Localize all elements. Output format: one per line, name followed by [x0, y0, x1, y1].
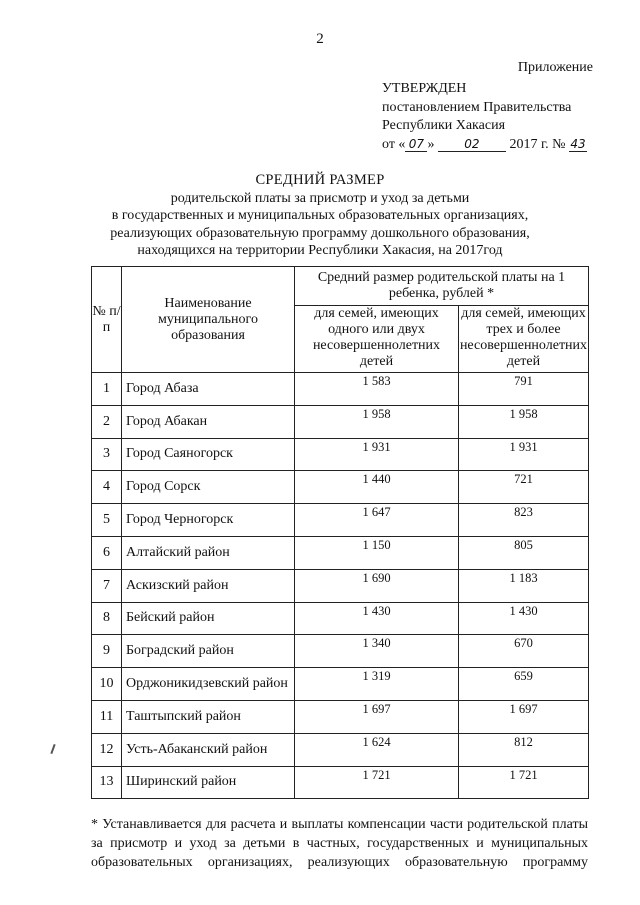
municipality-name: Город Саяногорск — [122, 438, 295, 471]
table-row — [92, 668, 589, 701]
footnote-line-3: образовательных организациях, реализующих образовательную программу — [91, 855, 588, 870]
date-day: 07 — [405, 137, 427, 152]
fee-table — [91, 266, 589, 799]
municipality-name: Город Абакан — [122, 405, 295, 438]
row-number: 11 — [92, 700, 122, 733]
table-row — [92, 569, 589, 602]
row-number: 4 — [92, 471, 122, 504]
row-number: 7 — [92, 569, 122, 602]
fee-three-or-more-children: 1 183 — [459, 569, 589, 602]
approval-date-line — [382, 136, 587, 155]
footnote — [91, 815, 588, 872]
fee-three-or-more-children: 659 — [459, 668, 589, 701]
fee-one-or-two-children: 1 583 — [295, 373, 459, 406]
row-number: 6 — [92, 536, 122, 569]
fee-one-or-two-children: 1 931 — [295, 438, 459, 471]
footnote-line-1: * Устанавливается для расчета и выплаты компенсации части родительской платы — [91, 817, 588, 832]
fee-three-or-more-children: 823 — [459, 504, 589, 537]
page-number: 2 — [316, 31, 324, 47]
fee-three-or-more-children: 812 — [459, 733, 589, 766]
table-row — [92, 766, 589, 799]
row-number: 3 — [92, 438, 122, 471]
fee-one-or-two-children: 1 690 — [295, 569, 459, 602]
fee-one-or-two-children: 1 647 — [295, 504, 459, 537]
fee-three-or-more-children: 1 721 — [459, 766, 589, 799]
table-row — [92, 405, 589, 438]
municipality-name: Город Сорск — [122, 471, 295, 504]
appendix-label: Приложение — [517, 60, 593, 75]
table-row — [92, 504, 589, 537]
municipality-name: Аскизский район — [122, 569, 295, 602]
row-number: 9 — [92, 635, 122, 668]
approval-line-1: УТВЕРЖДЕН — [382, 81, 467, 96]
document-heading — [0, 172, 640, 260]
table-row — [92, 733, 589, 766]
fee-one-or-two-children: 1 721 — [295, 766, 459, 799]
date-month: 02 — [438, 137, 506, 152]
fee-one-or-two-children: 1 340 — [295, 635, 459, 668]
municipality-name: Усть-Абаканский район — [122, 733, 295, 766]
row-number: 13 — [92, 766, 122, 799]
approval-block — [382, 80, 587, 154]
table-row — [92, 635, 589, 668]
header-avg: Средний размер родительской платы на 1 ребенка, рублей * — [295, 267, 589, 306]
table-row — [92, 373, 589, 406]
table-row — [92, 602, 589, 635]
fee-three-or-more-children: 1 958 — [459, 405, 589, 438]
heading-line-4: реализующих образовательную программу дошкольного образования, — [110, 225, 530, 241]
municipality-name: Город Черногорск — [122, 504, 295, 537]
row-number: 5 — [92, 504, 122, 537]
approval-line-3: Республики Хакасия — [382, 118, 506, 133]
scan-mark — [50, 744, 55, 754]
row-number: 8 — [92, 602, 122, 635]
header-col-1: для семей, имеющих одного или двух несовершеннолетних детей — [295, 306, 459, 373]
header-name: Наименование муниципального образования — [122, 267, 295, 373]
date-mid: » — [427, 136, 435, 152]
heading-line-5: находящихся на территории Республики Хакасия, на 2017год — [137, 243, 503, 258]
row-number: 12 — [92, 733, 122, 766]
footnote-line-2: за присмотр и уход за детьми в частных, государственных и муниципальных — [91, 836, 588, 851]
row-number: 1 — [92, 373, 122, 406]
header-num: № п/п — [92, 267, 122, 373]
resolution-number: 43 — [570, 136, 586, 151]
fee-three-or-more-children: 721 — [459, 471, 589, 504]
table-row — [92, 536, 589, 569]
fee-one-or-two-children: 1 624 — [295, 733, 459, 766]
header-col-2: для семей, имеющих трех и более несовершеннолетних детей — [459, 306, 589, 373]
approval-line-2: постановлением Правительства — [382, 99, 572, 115]
fee-one-or-two-children: 1 430 — [295, 602, 459, 635]
fee-one-or-two-children: 1 958 — [295, 405, 459, 438]
date-year: 2017 г. № — [509, 136, 566, 152]
municipality-name: Город Абаза — [122, 373, 295, 406]
municipality-name: Алтайский район — [122, 536, 295, 569]
fee-three-or-more-children: 1 697 — [459, 700, 589, 733]
fee-one-or-two-children: 1 150 — [295, 536, 459, 569]
fee-three-or-more-children: 805 — [459, 536, 589, 569]
table-row — [92, 438, 589, 471]
heading-line-3: в государственных и муниципальных образовательных организациях, — [111, 208, 529, 223]
municipality-name: Ширинский район — [122, 766, 295, 799]
fee-three-or-more-children: 1 430 — [459, 602, 589, 635]
municipality-name: Орджоникидзевский район — [122, 668, 295, 701]
municipality-name: Бейский район — [122, 602, 295, 635]
date-prefix: от « — [382, 136, 406, 152]
fee-one-or-two-children: 1 319 — [295, 668, 459, 701]
fee-three-or-more-children: 791 — [459, 373, 589, 406]
table-body — [92, 373, 589, 799]
row-number: 10 — [92, 668, 122, 701]
fee-one-or-two-children: 1 440 — [295, 471, 459, 504]
fee-three-or-more-children: 1 931 — [459, 438, 589, 471]
heading-title: СРЕДНИЙ РАЗМЕР — [255, 172, 385, 188]
table-row — [92, 471, 589, 504]
table-row — [92, 700, 589, 733]
municipality-name: Таштыпский район — [122, 700, 295, 733]
fee-three-or-more-children: 670 — [459, 635, 589, 668]
row-number: 2 — [92, 405, 122, 438]
fee-one-or-two-children: 1 697 — [295, 700, 459, 733]
municipality-name: Боградский район — [122, 635, 295, 668]
heading-line-2: родительской платы за присмотр и уход за детьми — [170, 190, 470, 206]
